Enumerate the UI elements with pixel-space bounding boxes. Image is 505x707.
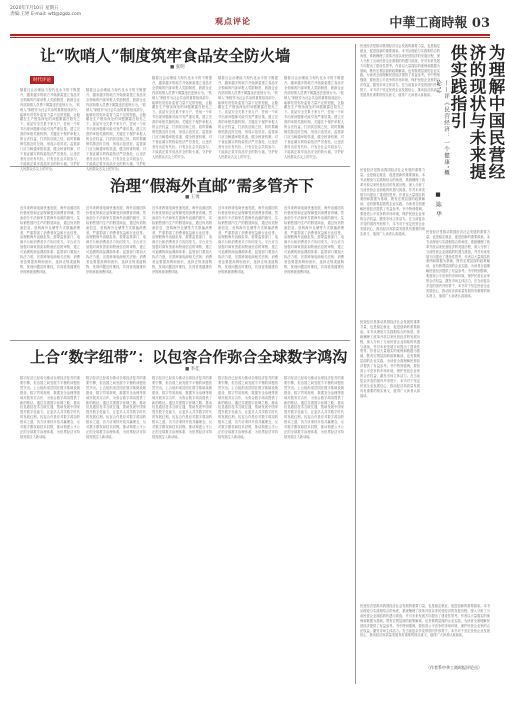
article3-col1: 数字经济已经成为推动全球经济复苏的重要引擎，但各国之间发展不平衡的问题依然突出。上合组织成员国在数字基础设施建设、数字贸易规则、数据安全治理等领域开展务实合作，为弥合数字鸿沟提供了新的路径。通过共建数字丝绸之路，推动信息通信技术互联互通，帮助发展中国家提升数字化能力，让更多人共享数字时代的发展红利。包容合作是应对数字鸿沟的根本之道，各方应秉持开放共赢理念，反对数字霸权和技术封锁，推动构建公平公正的全球数字治理体系，为世界经济可持续发展注入新动能。 — [20, 376, 80, 439]
article1-col5: 随着社会治理能力现代化水平的不断提升，越来越多的地方开始探索建立食品安全领域的内部举报人奖励制度，鼓励企业内部知情人员勇于揭露违法违规行为。“吹哨人”制度作为社会共治的重要组成部分，能够有效弥补监管力量不足的短板，让隐藏在生产链条深处的问题暴露在阳光之下。食品安全关系千家万户，任何一个环节出现问题都可能引发严重后果。建立完善的举报奖励机制，关键在于保护举报人的合法权益，打消其后顾之忧，同时要确保奖励及时兑现，形成示范效应。监管部门应当畅通举报渠道，健全核查机制，对于查证属实的线索依法严厉查处，让违法者付出应有代价。只有全社会共同参与，才能真正筑牢食品安全的防火墙，守护好人民群众舌尖上的安全。 — [284, 76, 344, 159]
article4-byline: ■ 陈 华 — [435, 192, 441, 218]
article4-col4: 民营经济是推动我国经济社会发展的重要力量，也是稳定就业、促进创新的重要源泉。本书从理论与实践相结合的角度，系统梳理了改革开放以来民营经济的发展历程，深入分析了当前民营企业面临的机遇与挑战，并对未来发展方向提出了建设性思考。作者以大量翔实的案例和数据为基础，既有宏观层面的政策解读，也有微观层面的企业实践，为读者全面理解民营经济提供了有益参考。书中特别强调，要营造公平竞争的市场环境，保护民营企业家的合法权益，激发市场主体活力。在当前复杂多变的国内外形势下，本书对于坚定民营企业发展信心、推动经济高质量发展具有重要的现实意义，值得广大读者认真阅读。 — [360, 604, 490, 638]
article2-col2: 近年来跨境电商快速发展，海外直邮因其价格优势和正品保障受到消费者青睐。然而部分不法商家打着海外直邮的旗号，实际销售国内生产的假冒商品，通过伪造物流信息、虚构海外仓储等方式欺骗消费者，严重损害了消费者权益和行业信誉。治理假海外直邮乱象，需要监管部门、电商平台和消费者多方协同发力。平台应当加强对商家资质和物流信息的审核，建立可追溯的商品溯源体系；监管部门要加大执法力度，完善跨境电商相关法规；消费者也要提高辨别意识，选择正规渠道购物，发现问题及时维权，共同营造健康有序的跨境消费环境。 — [86, 206, 146, 274]
article1-title: 让“吹哨人”制度筑牢食品安全防火墙 — [40, 46, 291, 65]
article3-col4: 数字经济已经成为推动全球经济复苏的重要引擎，但各国之间发展不平衡的问题依然突出。上合组织成员国在数字基础设施建设、数字贸易规则、数据安全治理等领域开展务实合作，为弥合数字鸿沟提供了新的路径。通过共建数字丝绸之路，推动信息通信技术互联互通，帮助发展中国家提升数字化能力，让更多人共享数字时代的发展红利。包容合作是应对数字鸿沟的根本之道，各方应秉持开放共赢理念，反对数字霸权和技术封锁，推动构建公平公正的全球数字治理体系，为世界经济可持续发展注入新动能。 — [218, 376, 278, 439]
date-line: 2020年7月10日 星期五 — [10, 6, 59, 11]
header-rule — [10, 34, 490, 36]
article4-subtitle: ——评《民营经济：一个健康“概论”》 — [435, 80, 449, 177]
section-title: 观点评论 — [215, 17, 251, 26]
article4-col1: 民营经济是推动我国经济社会发展的重要力量，也是稳定就业、促进创新的重要源泉。本书从理论与实践相结合的角度，系统梳理了改革开放以来民营经济的发展历程，深入分析了当前民营企业面临的机遇与挑战，并对未来发展方向提出了建设性思考。作者以大量翔实的案例和数据为基础，既有宏观层面的政策解读，也有微观层面的企业实践，为读者全面理解民营经济提供了有益参考。书中特别强调，要营造公平竞争的市场环境，保护民营企业家的合法权益，激发市场主体活力。在当前复杂多变的国内外形势下，本书对于坚定民营企业发展信心、推动经济高质量发展具有重要的现实意义，值得广大读者认真阅读。 — [360, 168, 425, 236]
article2-byline: ■ 王勇 — [185, 195, 200, 200]
article2-col1: 近年来跨境电商快速发展，海外直邮因其价格优势和正品保障受到消费者青睐。然而部分不法商家打着海外直邮的旗号，实际销售国内生产的假冒商品，通过伪造物流信息、虚构海外仓储等方式欺骗消费者，严重损害了消费者权益和行业信誉。治理假海外直邮乱象，需要监管部门、电商平台和消费者多方协同发力。平台应当加强对商家资质和物流信息的审核，建立可追溯的商品溯源体系；监管部门要加大执法力度，完善跨境电商相关法规；消费者也要提高辨别意识，选择正规渠道购物，发现问题及时维权，共同营造健康有序的跨境消费环境。 — [20, 206, 80, 274]
article1-byline: ■ 张明 — [170, 65, 185, 70]
article4-col3: 民营经济是推动我国经济社会发展的重要力量，也是稳定就业、促进创新的重要源泉。本书从理论与实践相结合的角度，系统梳理了改革开放以来民营经济的发展历程，深入分析了当前民营企业面临的机遇与挑战，并对未来发展方向提出了建设性思考。作者以大量翔实的案例和数据为基础，既有宏观层面的政策解读，也有微观层面的企业实践，为读者全面理解民营经济提供了有益参考。书中特别强调，要营造公平竞争的市场环境，保护民营企业家的合法权益，激发市场主体活力。在当前复杂多变的国内外形势下，本书对于坚定民营企业发展信心、推动经济高质量发展具有重要的现实意义，值得广大读者认真阅读。 — [426, 230, 490, 298]
page-header — [10, 6, 490, 34]
article2-col4: 近年来跨境电商快速发展，海外直邮因其价格优势和正品保障受到消费者青睐。然而部分不法商家打着海外直邮的旗号，实际销售国内生产的假冒商品，通过伪造物流信息、虚构海外仓储等方式欺骗消费者，严重损害了消费者权益和行业信誉。治理假海外直邮乱象，需要监管部门、电商平台和消费者多方协同发力。平台应当加强对商家资质和物流信息的审核，建立可追溯的商品溯源体系；监管部门要加大执法力度，完善跨境电商相关法规；消费者也要提高辨别意识，选择正规渠道购物，发现问题及时维权，共同营造健康有序的跨境消费环境。 — [218, 206, 278, 274]
author-note: （作者系中华工商时报评论员） — [426, 665, 482, 670]
article4-col-top: 民营经济是推动我国经济社会发展的重要力量，也是稳定就业、促进创新的重要源泉。本书从理论与实践相结合的角度，系统梳理了改革开放以来民营经济的发展历程，深入分析了当前民营企业面临的机遇与挑战，并对未来发展方向提出了建设性思考。作者以大量翔实的案例和数据为基础，既有宏观层面的政策解读，也有微观层面的企业实践，为读者全面理解民营经济提供了有益参考。书中特别强调，要营造公平竞争的市场环境，保护民营企业家的合法权益，激发市场主体活力。在当前复杂多变的国内外形势下，本书对于坚定民营企业发展信心、推动经济高质量发展具有重要的现实意义，值得广大读者认真阅读。 — [360, 44, 440, 98]
paper-name: 中華工商時報 03 — [389, 16, 490, 31]
article2-title: 治理“假海外直邮”需多管齐下 — [110, 176, 314, 195]
article1-col4: 随着社会治理能力现代化水平的不断提升，越来越多的地方开始探索建立食品安全领域的内部举报人奖励制度，鼓励企业内部知情人员勇于揭露违法违规行为。“吹哨人”制度作为社会共治的重要组成部分，能够有效弥补监管力量不足的短板，让隐藏在生产链条深处的问题暴露在阳光之下。食品安全关系千家万户，任何一个环节出现问题都可能引发严重后果。建立完善的举报奖励机制，关键在于保护举报人的合法权益，打消其后顾之忧，同时要确保奖励及时兑现，形成示范效应。监管部门应当畅通举报渠道，健全核查机制，对于查证属实的线索依法严厉查处，让违法者付出应有代价。只有全社会共同参与，才能真正筑牢食品安全的防火墙，守护好人民群众舌尖上的安全。 — [218, 76, 278, 159]
article3-byline: ■ 李佳 — [185, 367, 200, 372]
article2-col3: 近年来跨境电商快速发展，海外直邮因其价格优势和正品保障受到消费者青睐。然而部分不法商家打着海外直邮的旗号，实际销售国内生产的假冒商品，通过伪造物流信息、虚构海外仓储等方式欺骗消费者，严重损害了消费者权益和行业信誉。治理假海外直邮乱象，需要监管部门、电商平台和消费者多方协同发力。平台应当加强对商家资质和物流信息的审核，建立可追溯的商品溯源体系；监管部门要加大执法力度，完善跨境电商相关法规；消费者也要提高辨别意识，选择正规渠道购物，发现问题及时维权，共同营造健康有序的跨境消费环境。 — [152, 206, 212, 274]
article3-col5: 数字经济已经成为推动全球经济复苏的重要引擎，但各国之间发展不平衡的问题依然突出。上合组织成员国在数字基础设施建设、数字贸易规则、数据安全治理等领域开展务实合作，为弥合数字鸿沟提供了新的路径。通过共建数字丝绸之路，推动信息通信技术互联互通，帮助发展中国家提升数字化能力，让更多人共享数字时代的发展红利。包容合作是应对数字鸿沟的根本之道，各方应秉持开放共赢理念，反对数字霸权和技术封锁，推动构建公平公正的全球数字治理体系，为世界经济可持续发展注入新动能。 — [284, 376, 344, 439]
article3-title: 上合“数字纽带”：以包容合作弥合全球数字鸿沟 — [30, 348, 348, 366]
article4-title: 为理解中国民营经济的现状与未来提供实践指引 — [448, 44, 505, 180]
header-meta — [10, 6, 81, 18]
article1-col1: 随着社会治理能力现代化水平的不断提升，越来越多的地方开始探索建立食品安全领域的内部举报人奖励制度，鼓励企业内部知情人员勇于揭露违法违规行为。“吹哨人”制度作为社会共治的重要组成部分，能够有效弥补监管力量不足的短板，让隐藏在生产链条深处的问题暴露在阳光之下。食品安全关系千家万户，任何一个环节出现问题都可能引发严重后果。建立完善的举报奖励机制，关键在于保护举报人的合法权益，打消其后顾之忧，同时要确保奖励及时兑现，形成示范效应。监管部门应当畅通举报渠道，健全核查机制，对于查证属实的线索依法严厉查处，让违法者付出应有代价。只有全社会共同参与，才能真正筑牢食品安全的防火墙，守护好人民群众舌尖上的安全。 — [20, 88, 80, 171]
divider — [10, 340, 350, 341]
article1-col2: 随着社会治理能力现代化水平的不断提升，越来越多的地方开始探索建立食品安全领域的内部举报人奖励制度，鼓励企业内部知情人员勇于揭露违法违规行为。“吹哨人”制度作为社会共治的重要组成部分，能够有效弥补监管力量不足的短板，让隐藏在生产链条深处的问题暴露在阳光之下。食品安全关系千家万户，任何一个环节出现问题都可能引发严重后果。建立完善的举报奖励机制，关键在于保护举报人的合法权益，打消其后顾之忧，同时要确保奖励及时兑现，形成示范效应。监管部门应当畅通举报渠道，健全核查机制，对于查证属实的线索依法严厉查处，让违法者付出应有代价。只有全社会共同参与，才能真正筑牢食品安全的防火墙，守护好人民群众舌尖上的安全。 — [86, 88, 146, 171]
article1-tag: 时代评论 — [30, 76, 54, 84]
divider — [10, 166, 350, 167]
article4-col2: 民营经济是推动我国经济社会发展的重要力量，也是稳定就业、促进创新的重要源泉。本书从理论与实践相结合的角度，系统梳理了改革开放以来民营经济的发展历程，深入分析了当前民营企业面临的机遇与挑战，并对未来发展方向提出了建设性思考。作者以大量翔实的案例和数据为基础，既有宏观层面的政策解读，也有微观层面的企业实践，为读者全面理解民营经济提供了有益参考。书中特别强调，要营造公平竞争的市场环境，保护民营企业家的合法权益，激发市场主体活力。在当前复杂多变的国内外形势下，本书对于坚定民营企业发展信心、推动经济高质量发展具有重要的现实意义，值得广大读者认真阅读。 — [360, 320, 420, 398]
header-rule-thin — [10, 37, 490, 38]
article2-col5: 近年来跨境电商快速发展，海外直邮因其价格优势和正品保障受到消费者青睐。然而部分不法商家打着海外直邮的旗号，实际销售国内生产的假冒商品，通过伪造物流信息、虚构海外仓储等方式欺骗消费者，严重损害了消费者权益和行业信誉。治理假海外直邮乱象，需要监管部门、电商平台和消费者多方协同发力。平台应当加强对商家资质和物流信息的审核，建立可追溯的商品溯源体系；监管部门要加大执法力度，完善跨境电商相关法规；消费者也要提高辨别意识，选择正规渠道购物，发现问题及时维权，共同营造健康有序的跨境消费环境。 — [284, 206, 344, 274]
article1-col3: 随着社会治理能力现代化水平的不断提升，越来越多的地方开始探索建立食品安全领域的内部举报人奖励制度，鼓励企业内部知情人员勇于揭露违法违规行为。“吹哨人”制度作为社会共治的重要组成部分，能够有效弥补监管力量不足的短板，让隐藏在生产链条深处的问题暴露在阳光之下。食品安全关系千家万户，任何一个环节出现问题都可能引发严重后果。建立完善的举报奖励机制，关键在于保护举报人的合法权益，打消其后顾之忧，同时要确保奖励及时兑现，形成示范效应。监管部门应当畅通举报渠道，健全核查机制，对于查证属实的线索依法严厉查处，让违法者付出应有代价。只有全社会共同参与，才能真正筑牢食品安全的防火墙，守护好人民群众舌尖上的安全。 — [152, 76, 212, 159]
column-divider — [355, 44, 356, 684]
editor-line: 责编:王婷 E-mail: wtt@zgsb.com — [10, 12, 82, 17]
article3-col2: 数字经济已经成为推动全球经济复苏的重要引擎，但各国之间发展不平衡的问题依然突出。上合组织成员国在数字基础设施建设、数字贸易规则、数据安全治理等领域开展务实合作，为弥合数字鸿沟提供了新的路径。通过共建数字丝绸之路，推动信息通信技术互联互通，帮助发展中国家提升数字化能力，让更多人共享数字时代的发展红利。包容合作是应对数字鸿沟的根本之道，各方应秉持开放共赢理念，反对数字霸权和技术封锁，推动构建公平公正的全球数字治理体系，为世界经济可持续发展注入新动能。 — [86, 376, 146, 439]
article3-col3: 数字经济已经成为推动全球经济复苏的重要引擎，但各国之间发展不平衡的问题依然突出。上合组织成员国在数字基础设施建设、数字贸易规则、数据安全治理等领域开展务实合作，为弥合数字鸿沟提供了新的路径。通过共建数字丝绸之路，推动信息通信技术互联互通，帮助发展中国家提升数字化能力，让更多人共享数字时代的发展红利。包容合作是应对数字鸿沟的根本之道，各方应秉持开放共赢理念，反对数字霸权和技术封锁，推动构建公平公正的全球数字治理体系，为世界经济可持续发展注入新动能。 — [152, 376, 212, 439]
